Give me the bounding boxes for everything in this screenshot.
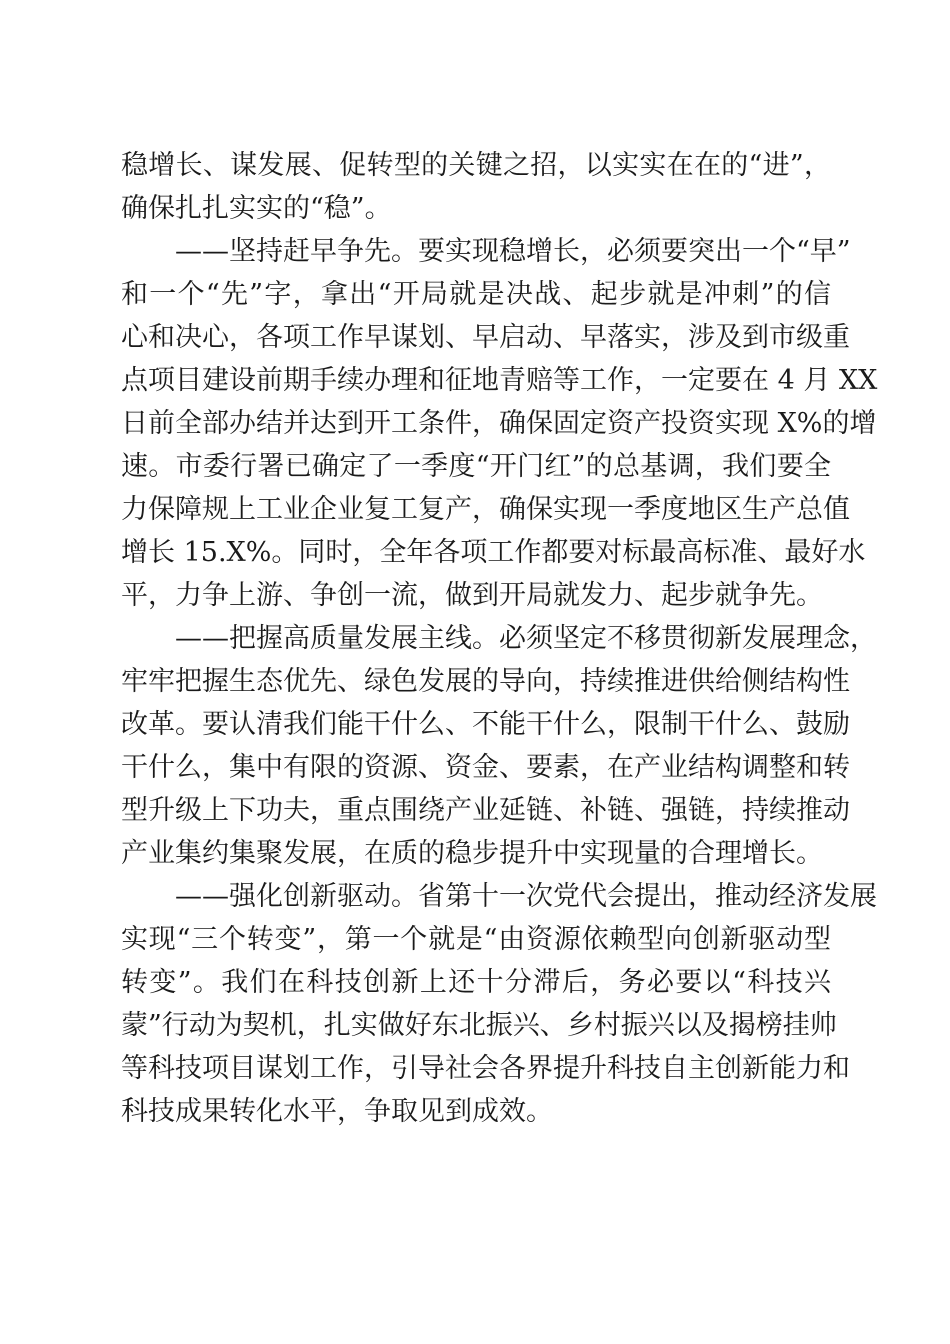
text-line: 干什么，集中有限的资源、资金、要素，在产业结构调整和转 — [121, 752, 850, 783]
text-line: 和一个“先”字，拿出“开局就是决战、起步就是冲刺”的信 — [121, 279, 831, 310]
text-line: 稳增长、谋发展、促转型的关键之招，以实实在在的“进”， — [121, 150, 831, 181]
paragraph-high-quality — [121, 617, 877, 875]
paragraph-early-first — [121, 230, 878, 617]
text-line: 力保障规上工业企业复工复产，确保实现一季度地区生产总值 — [121, 494, 850, 525]
text-line: 产业集约集聚发展，在质的稳步提升中实现量的合理增长。 — [121, 838, 823, 869]
text-line: 增长 15.X%。同时，全年各项工作都要对标最高标准、最好水 — [121, 537, 866, 568]
text-line: 等科技项目谋划工作，引导社会各界提升科技自主创新能力和 — [121, 1053, 850, 1084]
text-line: 型升级上下功夫，重点围绕产业延链、补链、强链，持续推动 — [121, 795, 850, 826]
paragraph-continuation — [121, 144, 831, 230]
text-line: 日前全部办结并达到开工条件，确保固定资产投资实现 X%的增 — [121, 408, 877, 439]
text-line: ——强化创新驱动。省第十一次党代会提出，推动经济发展 — [175, 881, 877, 912]
text-line: 科技成果转化水平，争取见到成效。 — [121, 1096, 553, 1127]
body-text — [121, 144, 878, 1133]
paragraph-innovation — [121, 875, 877, 1133]
text-line: 改革。要认清我们能干什么、不能干什么，限制干什么、鼓励 — [121, 709, 850, 740]
text-line: 心和决心，各项工作早谋划、早启动、早落实，涉及到市级重 — [121, 322, 850, 353]
text-line: 速。市委行署已确定了一季度“开门红”的总基调，我们要全 — [121, 451, 831, 482]
text-line: ——把握高质量发展主线。必须坚定不移贯彻新发展理念， — [175, 623, 877, 654]
text-line: 平，力争上游、争创一流，做到开局就发力、起步就争先。 — [121, 580, 823, 611]
text-line: 蒙”行动为契机，扎实做好东北振兴、乡村振兴以及揭榜挂帅 — [121, 1010, 837, 1041]
text-line: 确保扎扎实实的“稳”。 — [121, 193, 392, 224]
text-line: 转变”。我们在科技创新上还十分滞后，务必要以“科技兴 — [121, 967, 831, 998]
text-line: 点项目建设前期手续办理和征地青赔等工作，一定要在 4 月 XX — [121, 365, 878, 396]
text-line: ——坚持赶早争先。要实现稳增长，必须要突出一个“早” — [175, 236, 851, 267]
text-line: 实现“三个转变”，第一个就是“由资源依赖型向创新驱动型 — [121, 924, 831, 955]
text-line: 牢牢把握生态优先、绿色发展的导向，持续推进供给侧结构性 — [121, 666, 850, 697]
